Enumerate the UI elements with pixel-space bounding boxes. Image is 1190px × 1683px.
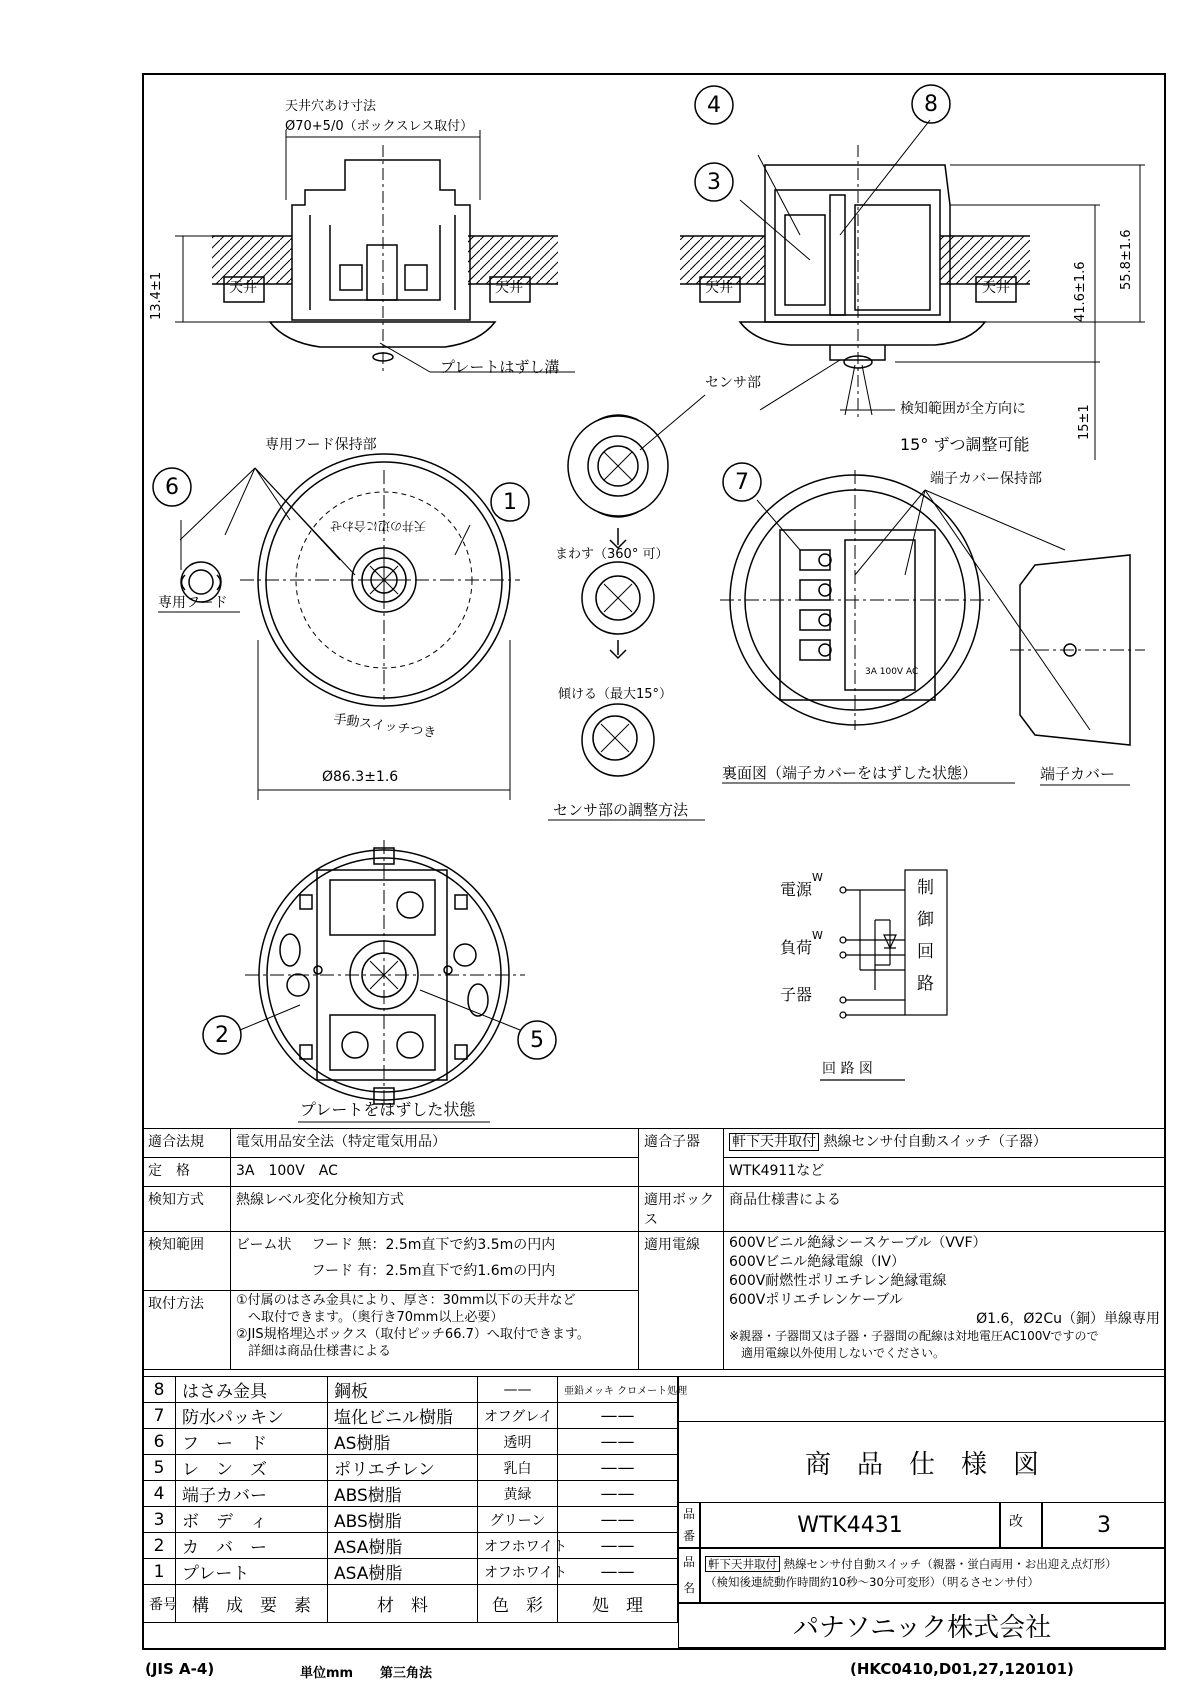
hood-label: 専用フード bbox=[158, 595, 228, 611]
parts-row bbox=[143, 1507, 678, 1533]
circuit-w2: W bbox=[812, 929, 823, 942]
spec-key: 検知方式 bbox=[143, 1187, 231, 1232]
footer-code: (HKC0410,D01,27,120101) bbox=[850, 1660, 1074, 1678]
circuit-sub: 子器 bbox=[780, 985, 813, 1004]
parts-cell-color: 透明 bbox=[478, 1429, 558, 1455]
ceiling-hole-dim: Ø70+5/0（ボックスレス取付） bbox=[285, 119, 474, 134]
circuit-w1: W bbox=[812, 871, 823, 884]
spec-value: 電気用品安全法（特定電気用品） bbox=[231, 1129, 639, 1158]
ceiling-label-right: 天井 bbox=[495, 280, 523, 296]
ceiling-hole-label: 天井穴あけ寸法 bbox=[285, 99, 377, 114]
parts-cell-mat: ABS樹脂 bbox=[328, 1507, 478, 1533]
spec-key: 適合法規 bbox=[143, 1129, 231, 1158]
parts-header-name: 構 成 要 素 bbox=[176, 1585, 328, 1623]
parts-cell-name: レ ン ズ bbox=[176, 1455, 328, 1481]
wire-item: Ø1.6，Ø2Cu（銅）単線専用 bbox=[976, 1310, 1160, 1327]
parts-row bbox=[143, 1429, 678, 1455]
name-line-2: （検知後連続動作時間約10秒～30分可変形）（明るさセンサ付） bbox=[705, 1575, 1040, 1590]
parts-cell-mat: ASA樹脂 bbox=[328, 1533, 478, 1559]
parts-cell-name: プレート bbox=[176, 1559, 328, 1585]
range-no-hood: フード 無：2.5m直下で約3.5mの円内 bbox=[311, 1237, 556, 1253]
circuit-control-2: 御 bbox=[917, 910, 934, 930]
product-name bbox=[700, 1548, 1166, 1603]
spec-key: 検知範囲 bbox=[143, 1232, 231, 1291]
dim-15: 15±1 bbox=[1077, 404, 1092, 440]
box-label: 適用ボックス bbox=[639, 1187, 724, 1232]
parts-cell-color: グリーン bbox=[478, 1507, 558, 1533]
parts-cell-name: カ バ ー bbox=[176, 1533, 328, 1559]
wire-item: 600Vビニル絶縁シースケーブル（VVF） bbox=[729, 1235, 987, 1251]
parts-cell-mat: 塩化ビニル樹脂 bbox=[328, 1403, 478, 1429]
parts-cell-mat: ABS樹脂 bbox=[328, 1481, 478, 1507]
parts-row bbox=[143, 1533, 678, 1559]
sensor-adjust-caption: センサ部の調整方法 bbox=[553, 801, 689, 819]
dim-55: 55.8±1.6 bbox=[1119, 229, 1134, 290]
mount-1: ①付属のはさみ金具により、厚さ：30mm以下の天井など bbox=[236, 1293, 576, 1308]
name-tag: 軒下天井取付 bbox=[705, 1556, 780, 1572]
parts-cell-color: 黄緑 bbox=[478, 1481, 558, 1507]
mount-4: 詳細は商品仕様書による bbox=[248, 1343, 392, 1359]
mount-2: へ取付できます。（奥行き70mm以上必要） bbox=[248, 1309, 504, 1325]
box-value: 商品仕様書による bbox=[724, 1187, 1166, 1232]
spec-key: 取付方法 bbox=[143, 1291, 231, 1370]
parts-cell-n: 8 bbox=[143, 1377, 176, 1403]
wire-item: 600Vポリエチレンケーブル bbox=[729, 1291, 903, 1308]
callout-2: 2 bbox=[215, 1023, 229, 1048]
diameter-dim: Ø86.3±1.6 bbox=[322, 769, 399, 785]
parts-header-color: 色 彩 bbox=[478, 1585, 558, 1623]
sub-value bbox=[724, 1129, 1166, 1158]
plate-groove-label: プレートはずし溝 bbox=[440, 358, 560, 376]
parts-cell-n: 7 bbox=[143, 1403, 176, 1429]
ceiling-label-side-right: 天井 bbox=[982, 280, 1010, 296]
sub-tag: 軒下天井取付 bbox=[729, 1133, 819, 1151]
manual-switch-label: 手動スイッチつき bbox=[332, 711, 438, 742]
parts-cell-n: 3 bbox=[143, 1507, 176, 1533]
ban-char: 番 bbox=[682, 1529, 695, 1543]
wire-item: 600V耐燃性ポリエチレン絶縁電線 bbox=[729, 1272, 947, 1289]
parts-row bbox=[143, 1559, 678, 1585]
ceiling-label-side-left: 天井 bbox=[705, 280, 733, 296]
parts-cell-proc: —— bbox=[558, 1429, 678, 1455]
spec-value bbox=[231, 1232, 639, 1291]
terminal-cover-label: 端子カバー bbox=[1040, 765, 1116, 783]
parts-cell-n: 6 bbox=[143, 1429, 176, 1455]
parts-cell-mat: AS樹脂 bbox=[328, 1429, 478, 1455]
parts-row bbox=[143, 1481, 678, 1507]
wire-note-1: ※親器・子器間又は子器・子器間の配線は対地電圧AC100Vですので bbox=[729, 1329, 1099, 1344]
parts-cell-n: 5 bbox=[143, 1455, 176, 1481]
callout-3: 3 bbox=[707, 170, 721, 195]
height-dim: 13.4±1 bbox=[149, 271, 164, 320]
footer-unit: 単位mm bbox=[300, 1666, 354, 1681]
model-number: WTK4431 bbox=[700, 1502, 1000, 1548]
title-mei bbox=[678, 1548, 700, 1603]
parts-row bbox=[143, 1377, 678, 1403]
parts-header-material: 材 料 bbox=[328, 1585, 478, 1623]
parts-cell-color: 乳白 bbox=[478, 1455, 558, 1481]
spec-key: 定 格 bbox=[143, 1158, 231, 1187]
callout-5: 5 bbox=[530, 1028, 544, 1053]
detect-note-2: 15° ずつ調整可能 bbox=[900, 435, 1030, 454]
hood-holder-label: 専用フード保持部 bbox=[265, 437, 377, 453]
circuit-caption: 回 路 図 bbox=[822, 1061, 873, 1077]
parts-cell-proc: —— bbox=[558, 1481, 678, 1507]
rear-view bbox=[720, 470, 1145, 785]
parts-cell-name: ボ デ ィ bbox=[176, 1507, 328, 1533]
parts-cell-n: 4 bbox=[143, 1481, 176, 1507]
parts-cell-mat: ASA樹脂 bbox=[328, 1559, 478, 1585]
callout-4: 4 bbox=[707, 93, 721, 118]
spec-table bbox=[142, 1128, 1166, 1370]
rear-view-caption: 裏面図（端子カバーをはずした状態） bbox=[722, 764, 978, 782]
circuit-control-3: 回 bbox=[917, 942, 934, 962]
wire-list bbox=[724, 1232, 1166, 1370]
rear-spec-small: 3A 100V AC bbox=[865, 667, 919, 677]
parts-cell-color: —— bbox=[478, 1377, 558, 1403]
parts-cell-color: オフホワイト bbox=[478, 1533, 558, 1559]
parts-cell-proc: —— bbox=[558, 1455, 678, 1481]
parts-row bbox=[143, 1403, 678, 1429]
callout-7: 7 bbox=[735, 470, 749, 495]
parts-cell-proc: —— bbox=[558, 1403, 678, 1429]
parts-cell-color: オフホワイト bbox=[478, 1559, 558, 1585]
parts-cell-proc: 亜鉛メッキ クロメート処理 bbox=[558, 1377, 678, 1403]
sensor-label: センサ部 bbox=[705, 375, 761, 391]
rev-label: 改 bbox=[1000, 1502, 1042, 1548]
rotate-label: まわす（360° 可） bbox=[555, 547, 669, 562]
name-line-1: 熱線センサ付自動スイッチ（親器・蛍白両用・お出迎え点灯形） bbox=[783, 1557, 1117, 1571]
wire-item: 600Vビニル絶縁電線（IV） bbox=[729, 1253, 906, 1270]
parts-cell-name: 防水パッキン bbox=[176, 1403, 328, 1429]
parts-cell-n: 1 bbox=[143, 1559, 176, 1585]
parts-cell-color: オフグレイ bbox=[478, 1403, 558, 1429]
plate-removed-view bbox=[240, 840, 525, 1122]
wire-note-2: 適用電線以外使用しないでください。 bbox=[741, 1345, 946, 1360]
sub-label: 適合子器 bbox=[639, 1129, 724, 1187]
parts-cell-proc: —— bbox=[558, 1559, 678, 1585]
circuit-power: 電源 bbox=[780, 880, 813, 899]
sensor-adjust-view bbox=[548, 395, 705, 820]
title-main: 商 品 仕 様 図 bbox=[678, 1422, 1166, 1502]
company-name: パナソニック株式会社 bbox=[678, 1603, 1166, 1648]
detect-note-1: 検知範囲が全方向に bbox=[900, 401, 1026, 417]
parts-table bbox=[142, 1376, 688, 1623]
dim-41: 41.6±1.6 bbox=[1073, 261, 1088, 322]
ceiling-label-left: 天井 bbox=[229, 280, 257, 296]
parts-cell-name: はさみ金具 bbox=[176, 1377, 328, 1403]
parts-cell-mat: ポリエチレン bbox=[328, 1455, 478, 1481]
parts-row bbox=[143, 1455, 678, 1481]
callout-6: 6 bbox=[165, 475, 179, 500]
plate-removed-caption: プレートをはずした状態 bbox=[300, 1100, 476, 1119]
sub-v1: 熱線センサ付自動スイッチ（子器） bbox=[823, 1134, 1047, 1150]
spec-value: 熱線レベル変化分検知方式 bbox=[231, 1187, 639, 1232]
parts-cell-mat: 鋼板 bbox=[328, 1377, 478, 1403]
top-view bbox=[158, 454, 520, 800]
parts-cell-name: フ ー ド bbox=[176, 1429, 328, 1455]
terminal-cover-holder-label: 端子カバー保持部 bbox=[930, 471, 1042, 487]
hin-char-2: 品 bbox=[682, 1555, 695, 1569]
tilt-label: 傾ける（最大15°） bbox=[558, 687, 673, 702]
mount-3: ②JIS規格埋込ボックス（取付ピッチ66.7）へ取付できます。 bbox=[236, 1326, 590, 1342]
mei-char: 名 bbox=[682, 1581, 695, 1595]
callout-8: 8 bbox=[924, 92, 938, 117]
parts-header-process: 処 理 bbox=[558, 1585, 678, 1623]
circuit-control-4: 路 bbox=[917, 974, 934, 994]
footer-angle: 第三角法 bbox=[380, 1666, 433, 1681]
spec-value bbox=[231, 1291, 639, 1370]
range-beam: ビーム状 bbox=[236, 1237, 292, 1253]
sub-value-2: WTK4911など bbox=[724, 1158, 1166, 1187]
spec-value: 3A 100V AC bbox=[231, 1158, 639, 1187]
callout-1: 1 bbox=[503, 490, 517, 515]
title-block bbox=[678, 1376, 1166, 1648]
rev-number: 3 bbox=[1042, 1502, 1166, 1548]
circuit-load: 負荷 bbox=[780, 938, 813, 957]
parts-header-no: 番号 bbox=[143, 1585, 176, 1623]
title-hin bbox=[678, 1502, 700, 1548]
parts-cell-name: 端子カバー bbox=[176, 1481, 328, 1507]
wire-label: 適用電線 bbox=[639, 1232, 724, 1370]
range-hood: フード 有：2.5m直下で約1.6mの円内 bbox=[311, 1263, 556, 1279]
circuit-control-1: 制 bbox=[917, 878, 934, 898]
upside-label: 天井の辺に合わせ bbox=[330, 519, 427, 533]
parts-cell-proc: —— bbox=[558, 1507, 678, 1533]
parts-cell-n: 2 bbox=[143, 1533, 176, 1559]
parts-cell-proc: —— bbox=[558, 1533, 678, 1559]
front-view bbox=[175, 130, 575, 375]
footer-paper: (JIS A-4) bbox=[145, 1660, 215, 1678]
hin-char: 品 bbox=[682, 1507, 695, 1521]
